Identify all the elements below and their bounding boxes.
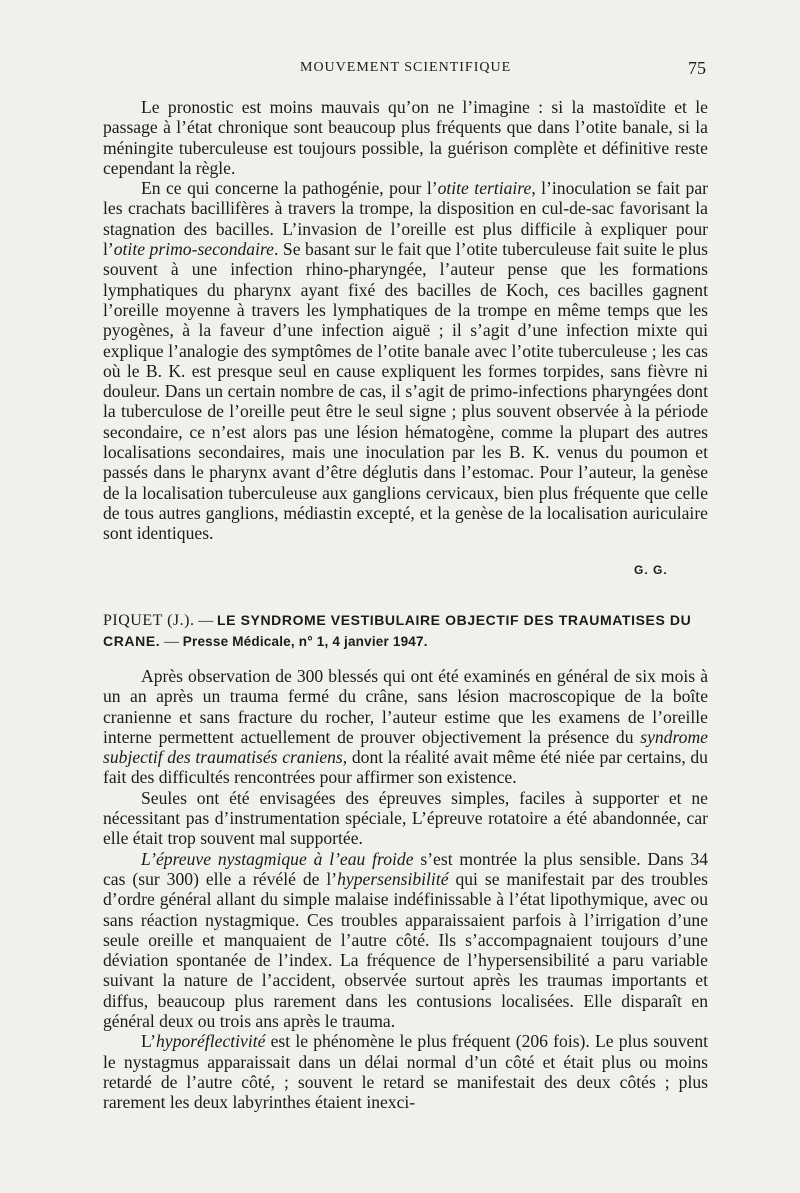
text-run: Après observation de 300 blessés qui ont été examinés en général de six mois à un an après un trauma fermé du crâne, sans lésion macroscopique de la boîte cranienne et sans fracture du rocher, l’auteur estime que les examens de l’oreille interne permettent actuellement de prouver objectivement la présence du bbox=[103, 666, 708, 747]
page-number: 75 bbox=[688, 58, 706, 78]
text-run: est le phénomène le plus fréquent (206 fois). Le plus souvent le nystagmus apparaissait dans un délai normal d’un côté et était plus ou moins retardé de l’autre côté, ; souvent le retard se manifestait des deux côtés ; plus rarement les deux labyrinthes étaient inexci- bbox=[103, 1031, 708, 1113]
paragraph bbox=[103, 97, 708, 178]
paragraph bbox=[103, 178, 708, 543]
section-2-body bbox=[103, 666, 708, 1113]
text-run: , dont la réalité avait même été niée par certains, du fait des difficultés rencontrées pour affirmer son existence. bbox=[103, 747, 708, 788]
citation-dash: — bbox=[198, 613, 214, 629]
italic-text: hypersensibilité bbox=[337, 868, 449, 889]
citation-journal: Presse Médicale, n° 1, 4 janvier 1947. bbox=[182, 634, 428, 649]
italic-text: otite primo-secondaire bbox=[113, 239, 274, 260]
text-run: . Se basant sur le fait que l’otite tuberculeuse fait suite le plus souvent à une infection rhino-pharyngée, l’auteur pense que les formations lymphatiques du pharynx ayant fixé des bacilles de Koch, ces bacilles gagnent l’oreille moyenne à travers les lymphatiques de la trompe en même temps que les pyogènes, à la faveur d’une infection aiguë ; il s’agit d’une infection mixte qui explique l’analogie des symptômes de l’otite banale avec l’otite tuberculeuse ; les cas où le B. K. est presque seul en cause expliquent les formes torpides, sans fièvre ni douleur. Dans un certain nombre de cas, il s’agit de primo-infections pharyngées dont la tuberculose de l’oreille peut être le seul signe ; plus souvent observée à la période secondaire, ce n’est alors pas une lésion hématogène, comme la plupart des autres localisations secondaires, mais une inoculation par les B. K. venus du poumon et passés dans le pharynx avant d’être déglutis dans l’estomac. Pour l’auteur, la genèse de la localisation tuberculeuse aux ganglions cervicaux, bien plus fréquente que celle de tous autres ganglions, médiastin excepté, et la genèse de la localisation auriculaire sont identiques. bbox=[103, 239, 709, 544]
text-run: En ce qui concerne la pathogénie, pour l’ bbox=[141, 178, 438, 199]
text-run: qui se manifestait par des troubles d’ordre général allant du simple malaise indéfinissable à l’état lipothymique, avec ou sans réaction nystagmique. Ces troubles apparaissaient parfois à l’irrigation d’une seule oreille et manquaient de l’autre côté. Ils s’accompagnaient toujours d’une déviation spontanée de l’index. La fréquence de l’hypersensibilité a paru variable suivant la nature de l’accident, observée surtout après les traumas importants et diffus, beaucoup plus rarement dans les contusions localisées. Elle disparaît en général deux ou trois ans après le trauma. bbox=[103, 868, 708, 1032]
paragraph bbox=[103, 666, 708, 788]
text-run: Seules ont été envisagées des épreuves simples, faciles à supporter et ne nécessitant pas d’instrumentation spéciale, L’épreuve rotatoire a été abandonnée, car elle était trop souvent mal supportée. bbox=[103, 787, 708, 849]
paragraph bbox=[103, 1031, 708, 1112]
section-1-body bbox=[103, 97, 708, 544]
italic-text: hyporéflectivité bbox=[156, 1031, 266, 1052]
running-title: MOUVEMENT SCIENTIFIQUE bbox=[300, 60, 512, 75]
italic-text: syndrome subjectif des traumatisés craniens bbox=[103, 726, 708, 768]
author-signature: G. G. bbox=[634, 563, 668, 577]
paragraph bbox=[103, 788, 708, 849]
reference-citation bbox=[103, 610, 708, 652]
italic-text: otite tertiaire bbox=[437, 178, 532, 199]
page-header bbox=[0, 58, 800, 80]
citation-separator: — bbox=[164, 634, 180, 650]
text-run: Le pronostic est moins mauvais qu’on ne l’imagine : si la mastoïdite et le passage à l’état chronique sont beaucoup plus fréquents que dans l’otite banale, si la méningite tuberculeuse est toujours possible, la guérison complète et définitive reste cependant la règle. bbox=[103, 97, 708, 178]
citation-title: LE SYNDROME VESTIBULAIRE OBJECTIF DES TRAUMATISES DU CRANE. bbox=[103, 612, 692, 649]
text-run: s’est montrée la plus sensible. Dans 34 cas (sur 300) elle a révélé de l’ bbox=[103, 848, 708, 889]
text-run: , l’inoculation se fait par les crachats bacillifères à travers la trompe, la disposition en cul-de-sac favorisant la stagnation des bacilles. L’invasion de l’oreille est plus difficile à expliquer pour l’ bbox=[103, 178, 708, 260]
paragraph bbox=[103, 849, 708, 1032]
text-run: L’ bbox=[141, 1031, 156, 1052]
italic-text: L’épreuve nystagmique à l’eau froide bbox=[141, 848, 414, 869]
citation-author: PIQUET (J.). bbox=[103, 612, 195, 629]
